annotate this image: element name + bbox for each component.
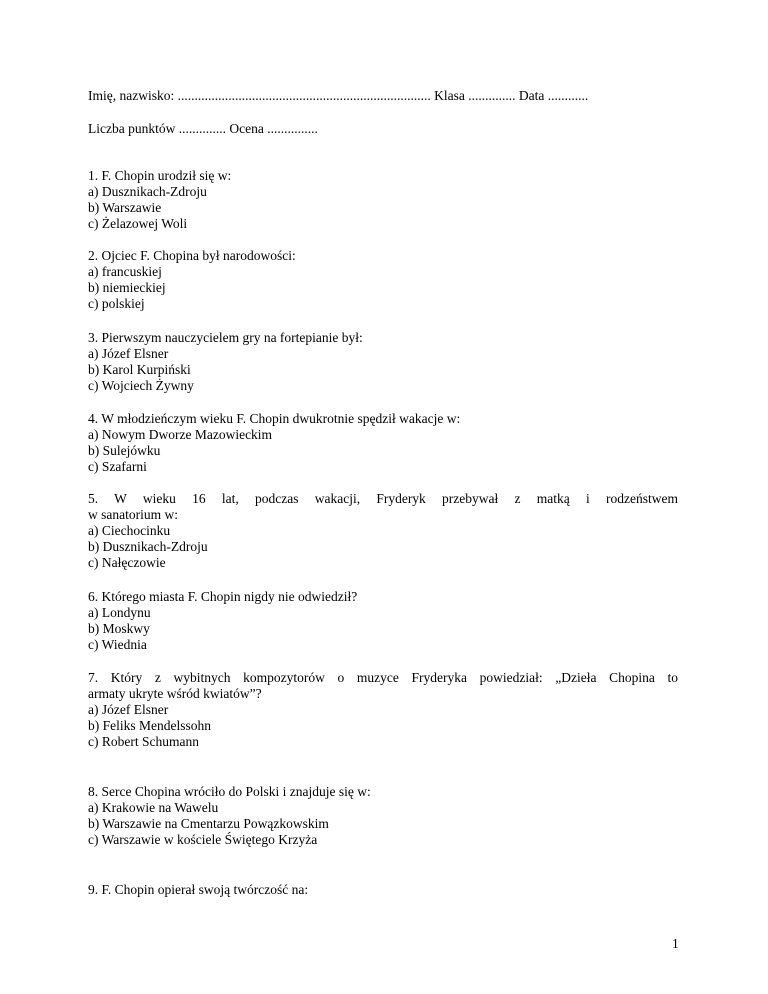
question-5-option-b: b) Dusznikach-Zdroju [88, 539, 208, 554]
question-8-option-c: c) Warszawie w kościele Świętego Krzyża [88, 832, 318, 847]
question-4-option-c: c) Szafarni [88, 459, 147, 474]
question-2-option-c: c) polskiej [88, 296, 145, 311]
question-3-option-c: c) Wojciech Żywny [88, 378, 194, 393]
question-7-option-a: a) Józef Elsner [88, 702, 169, 717]
question-7-option-b: b) Feliks Mendelssohn [88, 718, 211, 733]
question-2-option-b: b) niemieckiej [88, 280, 166, 295]
question-2-option-a: a) francuskiej [88, 264, 162, 279]
question-7-option-c: c) Robert Schumann [88, 734, 199, 749]
name-class-date-line: Imię, nazwisko: ........................................................................... Klasa .............. Data ............ [88, 88, 589, 103]
question-6-option-a: a) Londynu [88, 605, 151, 620]
question-5-line-1: 5. W wieku 16 lat, podczas wakacji, Fryderyk przebywał z matką i rodzeństwem [88, 491, 678, 506]
question-8-option-b: b) Warszawie na Cmentarzu Powązkowskim [88, 816, 329, 831]
question-3-option-a: a) Józef Elsner [88, 346, 169, 361]
question-6-option-b: b) Moskwy [88, 621, 150, 636]
question-1-option-b: b) Warszawie [88, 200, 162, 215]
question-6: 6. Którego miasta F. Chopin nigdy nie odwiedził? [88, 589, 358, 604]
question-8: 8. Serce Chopina wróciło do Polski i znajduje się w: [88, 784, 371, 799]
question-4: 4. W młodzieńczym wieku F. Chopin dwukrotnie spędził wakacje w: [88, 411, 461, 426]
question-1-option-c: c) Żelazowej Woli [88, 216, 188, 231]
question-3-option-b: b) Karol Kurpiński [88, 362, 191, 377]
question-5-option-c: c) Nałęczowie [88, 555, 166, 570]
question-5-line-2: w sanatorium w: [88, 507, 178, 522]
question-1: 1. F. Chopin urodził się w: [88, 168, 232, 183]
question-7-line-1: 7. Który z wybitnych kompozytorów o muzyce Fryderyka powiedział: „Dzieła Chopina to [88, 670, 678, 685]
question-4-option-a: a) Nowym Dworze Mazowieckim [88, 427, 273, 442]
question-4-option-b: b) Sulejówku [88, 443, 161, 458]
score-grade-line: Liczba punktów .............. Ocena ............... [88, 121, 318, 136]
question-3: 3. Pierwszym nauczycielem gry na fortepianie był: [88, 330, 363, 345]
question-9: 9. F. Chopin opierał swoją twórczość na: [88, 882, 309, 897]
question-2: 2. Ojciec F. Chopina był narodowości: [88, 248, 296, 263]
question-8-option-a: a) Krakowie na Wawelu [88, 800, 219, 815]
question-6-option-c: c) Wiednia [88, 637, 147, 652]
question-1-option-a: a) Dusznikach-Zdroju [88, 184, 207, 199]
page-number: 1 [672, 936, 679, 951]
question-7-line-2: armaty ukryte wśród kwiatów”? [88, 686, 262, 701]
question-5-option-a: a) Ciechocinku [88, 523, 171, 538]
